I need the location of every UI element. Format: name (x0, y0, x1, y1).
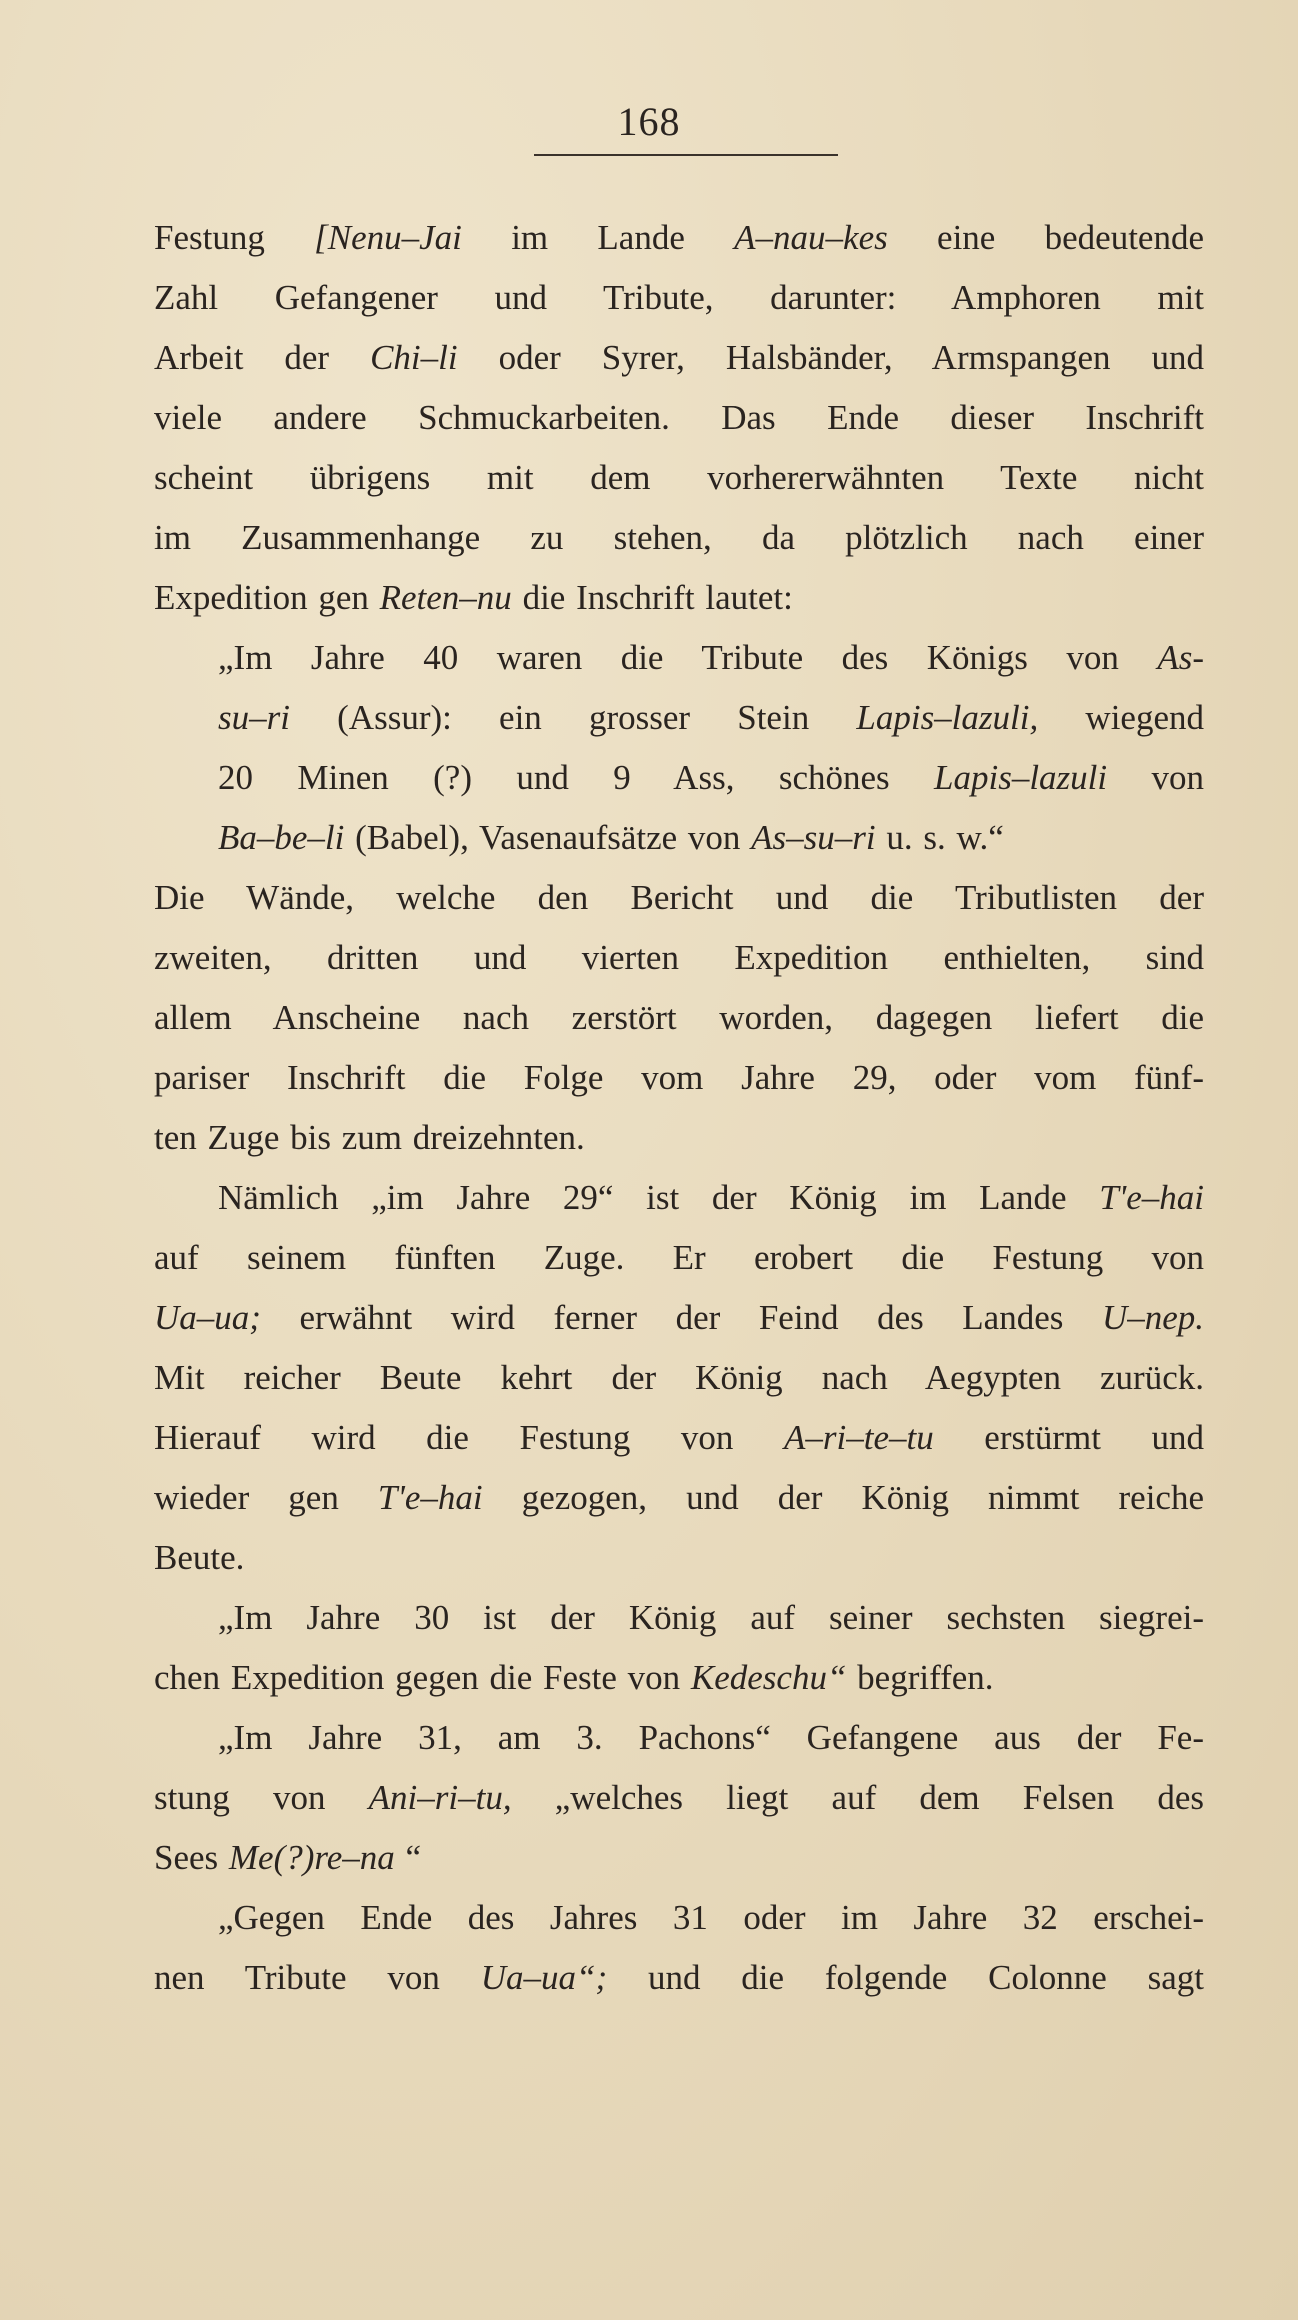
text-segment: (Assur): ein grosser Stein (289, 698, 857, 737)
header-rule (534, 154, 838, 156)
text-segment: Beute. (154, 1538, 245, 1577)
text-segment: ten Zuge bis zum dreizehnten. (154, 1118, 585, 1157)
text-segment: pariser Inschrift die Folge vom Jahre 29, oder vom fünf- (154, 1058, 1204, 1097)
italic-term: U–nep. (1101, 1298, 1204, 1337)
italic-term: Ua–ua“; (480, 1958, 608, 1997)
italic-term: As–su–ri (751, 818, 876, 857)
text-line (154, 388, 1204, 448)
italic-term: [Nenu–Jai (314, 218, 462, 257)
text-line (154, 808, 1204, 868)
text-segment: Zahl Gefangener und Tribute, darunter: Amphoren mit (154, 278, 1204, 317)
italic-term: Ua–ua; (154, 1298, 261, 1337)
text-line (154, 1288, 1204, 1348)
text-segment: „Im Jahre 31, am 3. Pachons“ Gefangene aus der Fe- (218, 1718, 1204, 1757)
text-segment: wiegend (1038, 698, 1204, 737)
page-number: 168 (617, 99, 681, 144)
text-line (154, 568, 1204, 628)
text-segment: erwähnt wird ferner der Feind des Landes (260, 1298, 1102, 1337)
text-segment: im Lande (461, 218, 735, 257)
text-segment: eine bedeutende (887, 218, 1204, 257)
text-line (154, 748, 1204, 808)
text-line (154, 1828, 1204, 1888)
text-segment: u. s. w.“ (875, 818, 1004, 857)
italic-term: As- (1157, 638, 1204, 677)
text-line (154, 1768, 1204, 1828)
text-line (154, 268, 1204, 328)
text-segment: auf seinem fünften Zuge. Er erobert die Festung von (154, 1238, 1204, 1277)
italic-term: su–ri (218, 698, 290, 737)
italic-term: Lapis–lazuli, (856, 698, 1039, 737)
text-segment: stung von (154, 1778, 369, 1817)
italic-term: Me(?)re–na (228, 1838, 395, 1877)
text-line (154, 1408, 1204, 1468)
text-line (154, 1228, 1204, 1288)
text-segment: Sees (154, 1838, 229, 1877)
text-segment: gezogen, und der König nimmt reiche (482, 1478, 1204, 1517)
text-line (154, 628, 1204, 688)
text-line (154, 1048, 1204, 1108)
italic-term: Lapis–lazuli (934, 758, 1108, 797)
text-segment: scheint übrigens mit dem vorhererwähnten Texte nicht (154, 458, 1204, 497)
italic-term: Reten–nu (379, 578, 512, 617)
text-segment: „Gegen Ende des Jahres 31 oder im Jahre 32 erschei- (218, 1898, 1204, 1937)
italic-term: A–ri–te–tu (784, 1418, 934, 1457)
text-line (154, 1168, 1204, 1228)
text-line (154, 1708, 1204, 1768)
italic-term: Kedeschu“ (690, 1658, 847, 1697)
text-segment: wieder gen (154, 1478, 378, 1517)
text-segment: Expedition gen (154, 578, 380, 617)
text-line (154, 508, 1204, 568)
text-line (154, 1348, 1204, 1408)
text-segment: allem Anscheine nach zerstört worden, dagegen liefert die (154, 998, 1204, 1037)
text-segment: „Im Jahre 30 ist der König auf seiner sechsten siegrei- (218, 1598, 1204, 1637)
text-segment: erstürmt und (933, 1418, 1204, 1457)
text-line (154, 448, 1204, 508)
text-segment: Arbeit der (154, 338, 371, 377)
text-segment: begriffen. (846, 1658, 994, 1697)
text-line (154, 1948, 1204, 2008)
text-segment: (Babel), Vasenaufsätze von (344, 818, 752, 857)
text-segment: Nämlich „im Jahre 29“ ist der König im Lande (218, 1178, 1100, 1217)
text-segment: im Zusammenhange zu stehen, da plötzlich nach einer (154, 518, 1204, 557)
italic-term: T'e–hai (1099, 1178, 1204, 1217)
text-segment: “ (394, 1838, 422, 1877)
text-segment: Festung (154, 218, 315, 257)
text-segment: zweiten, dritten und vierten Expedition enthielten, sind (154, 938, 1204, 977)
text-line (154, 1108, 1204, 1168)
text-line (154, 1588, 1204, 1648)
text-segment: viele andere Schmuckarbeiten. Das Ende dieser Inschrift (154, 398, 1204, 437)
text-line (154, 328, 1204, 388)
text-segment: Die Wände, welche den Bericht und die Tributlisten der (154, 878, 1204, 917)
text-segment: nen Tribute von (154, 1958, 481, 1997)
text-segment: Hierauf wird die Festung von (154, 1418, 784, 1457)
text-line (154, 1888, 1204, 1948)
text-line (154, 1648, 1204, 1708)
text-line (154, 1468, 1204, 1528)
text-line (154, 868, 1204, 928)
text-line (154, 928, 1204, 988)
text-line (154, 1528, 1204, 1588)
text-segment: und die folgende Colonne sagt (607, 1958, 1204, 1997)
italic-term: T'e–hai (377, 1478, 483, 1517)
text-line (154, 988, 1204, 1048)
text-segment: „Im Jahre 40 waren die Tribute des Königs von (218, 638, 1158, 677)
text-segment: chen Expedition gegen die Feste von (154, 1658, 691, 1697)
italic-term: Chi–li (370, 338, 458, 377)
text-line (154, 688, 1204, 748)
italic-term: A–nau–kes (734, 218, 888, 257)
text-segment: oder Syrer, Halsbänder, Armspangen und (457, 338, 1205, 377)
text-segment: die Inschrift lautet: (511, 578, 793, 617)
body-text (154, 208, 1204, 2008)
italic-term: Ba–be–li (218, 818, 345, 857)
text-segment: 20 Minen (?) und 9 Ass, schönes (218, 758, 935, 797)
text-segment: „welches liegt auf dem Felsen des (511, 1778, 1204, 1817)
text-line (154, 208, 1204, 268)
text-segment: Mit reicher Beute kehrt der König nach Aegypten zurück. (154, 1358, 1204, 1397)
italic-term: Ani–ri–tu, (368, 1778, 512, 1817)
text-segment: von (1107, 758, 1205, 797)
